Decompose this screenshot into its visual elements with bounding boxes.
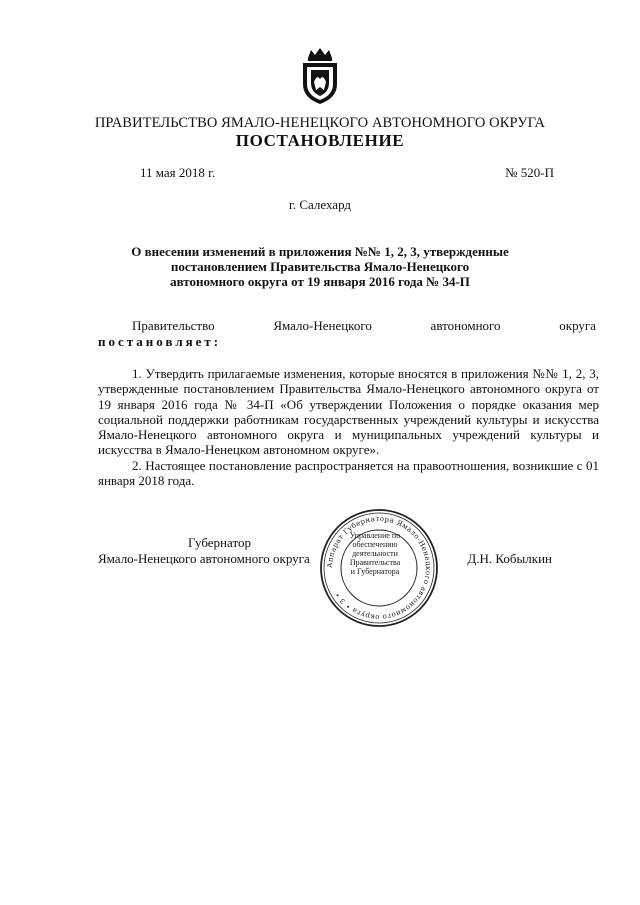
document-number: № 520-П [505,165,554,180]
document-title-line: О внесении изменений в приложения №№ 1, 2, 3, утвержденные [131,244,509,259]
document-title-line: постановлением Правительства Ямало-Ненецкого [170,259,470,274]
intro-word: Ямало-Ненецкого [273,318,372,333]
seal-line: Правительства [349,558,401,567]
decree-word: постановляет: [98,334,222,349]
intro-word: округа [559,318,596,333]
document-title [100,244,540,289]
document-city: г. Салехард [288,197,352,212]
document-type: ПОСТАНОВЛЕНИЕ [235,131,405,150]
svg-text:Аппарат Губернатора Ямало-Нене: Аппарат Губернатора Ямало-Ненецкого автономного округа • 3 • [325,514,433,622]
decree-intro-line [98,318,596,334]
signatory-name: Д.Н. Кобылкин [467,551,552,566]
decree-intro [98,318,596,350]
body-paragraph-2: 2. Настоящее постановление распространяется на правоотношения, возникшие с 01 января 2018 года. [98,457,599,489]
coat-of-arms-icon [299,46,341,106]
signatory-title-line: Губернатор [188,535,251,550]
intro-word: Правительство [132,318,215,333]
body-paragraph-1: 1. Утвердить прилагаемые изменения, которые вносятся в приложения №№ 1, 2, 3, утвержденные постановлением Правительства Ямало-Ненецкого автономного округа от 19 января 2016 года № 34-П «Об утверждении Положения о порядке оказания мер социальной поддержки работникам государственных учреждений культуры и искусства Ямало-Ненецкого автономного округа и муниципальных учреждений культуры и искусства в Ямало-Ненецком автономном округе». [98,366,599,458]
seal-line: деятельности [352,549,398,558]
government-name: ПРАВИТЕЛЬСТВО ЯМАЛО-НЕНЕЦКОГО АВТОНОМНОГО ОКРУГА [94,115,546,131]
signatory-title [98,535,348,567]
document-body [98,366,599,488]
document-title-line: автономного округа от 19 января 2016 года № 34-П [170,274,470,289]
document-date: 11 мая 2018 г. [140,165,216,180]
seal-inner-text [338,531,412,576]
seal-line: и Губернатора [350,567,400,576]
signatory-title-line: Ямало-Ненецкого автономного округа [98,551,310,566]
seal-line: обеспечению [352,540,398,549]
intro-word: автономного [430,318,501,333]
seal-line: Управление по [349,531,401,540]
